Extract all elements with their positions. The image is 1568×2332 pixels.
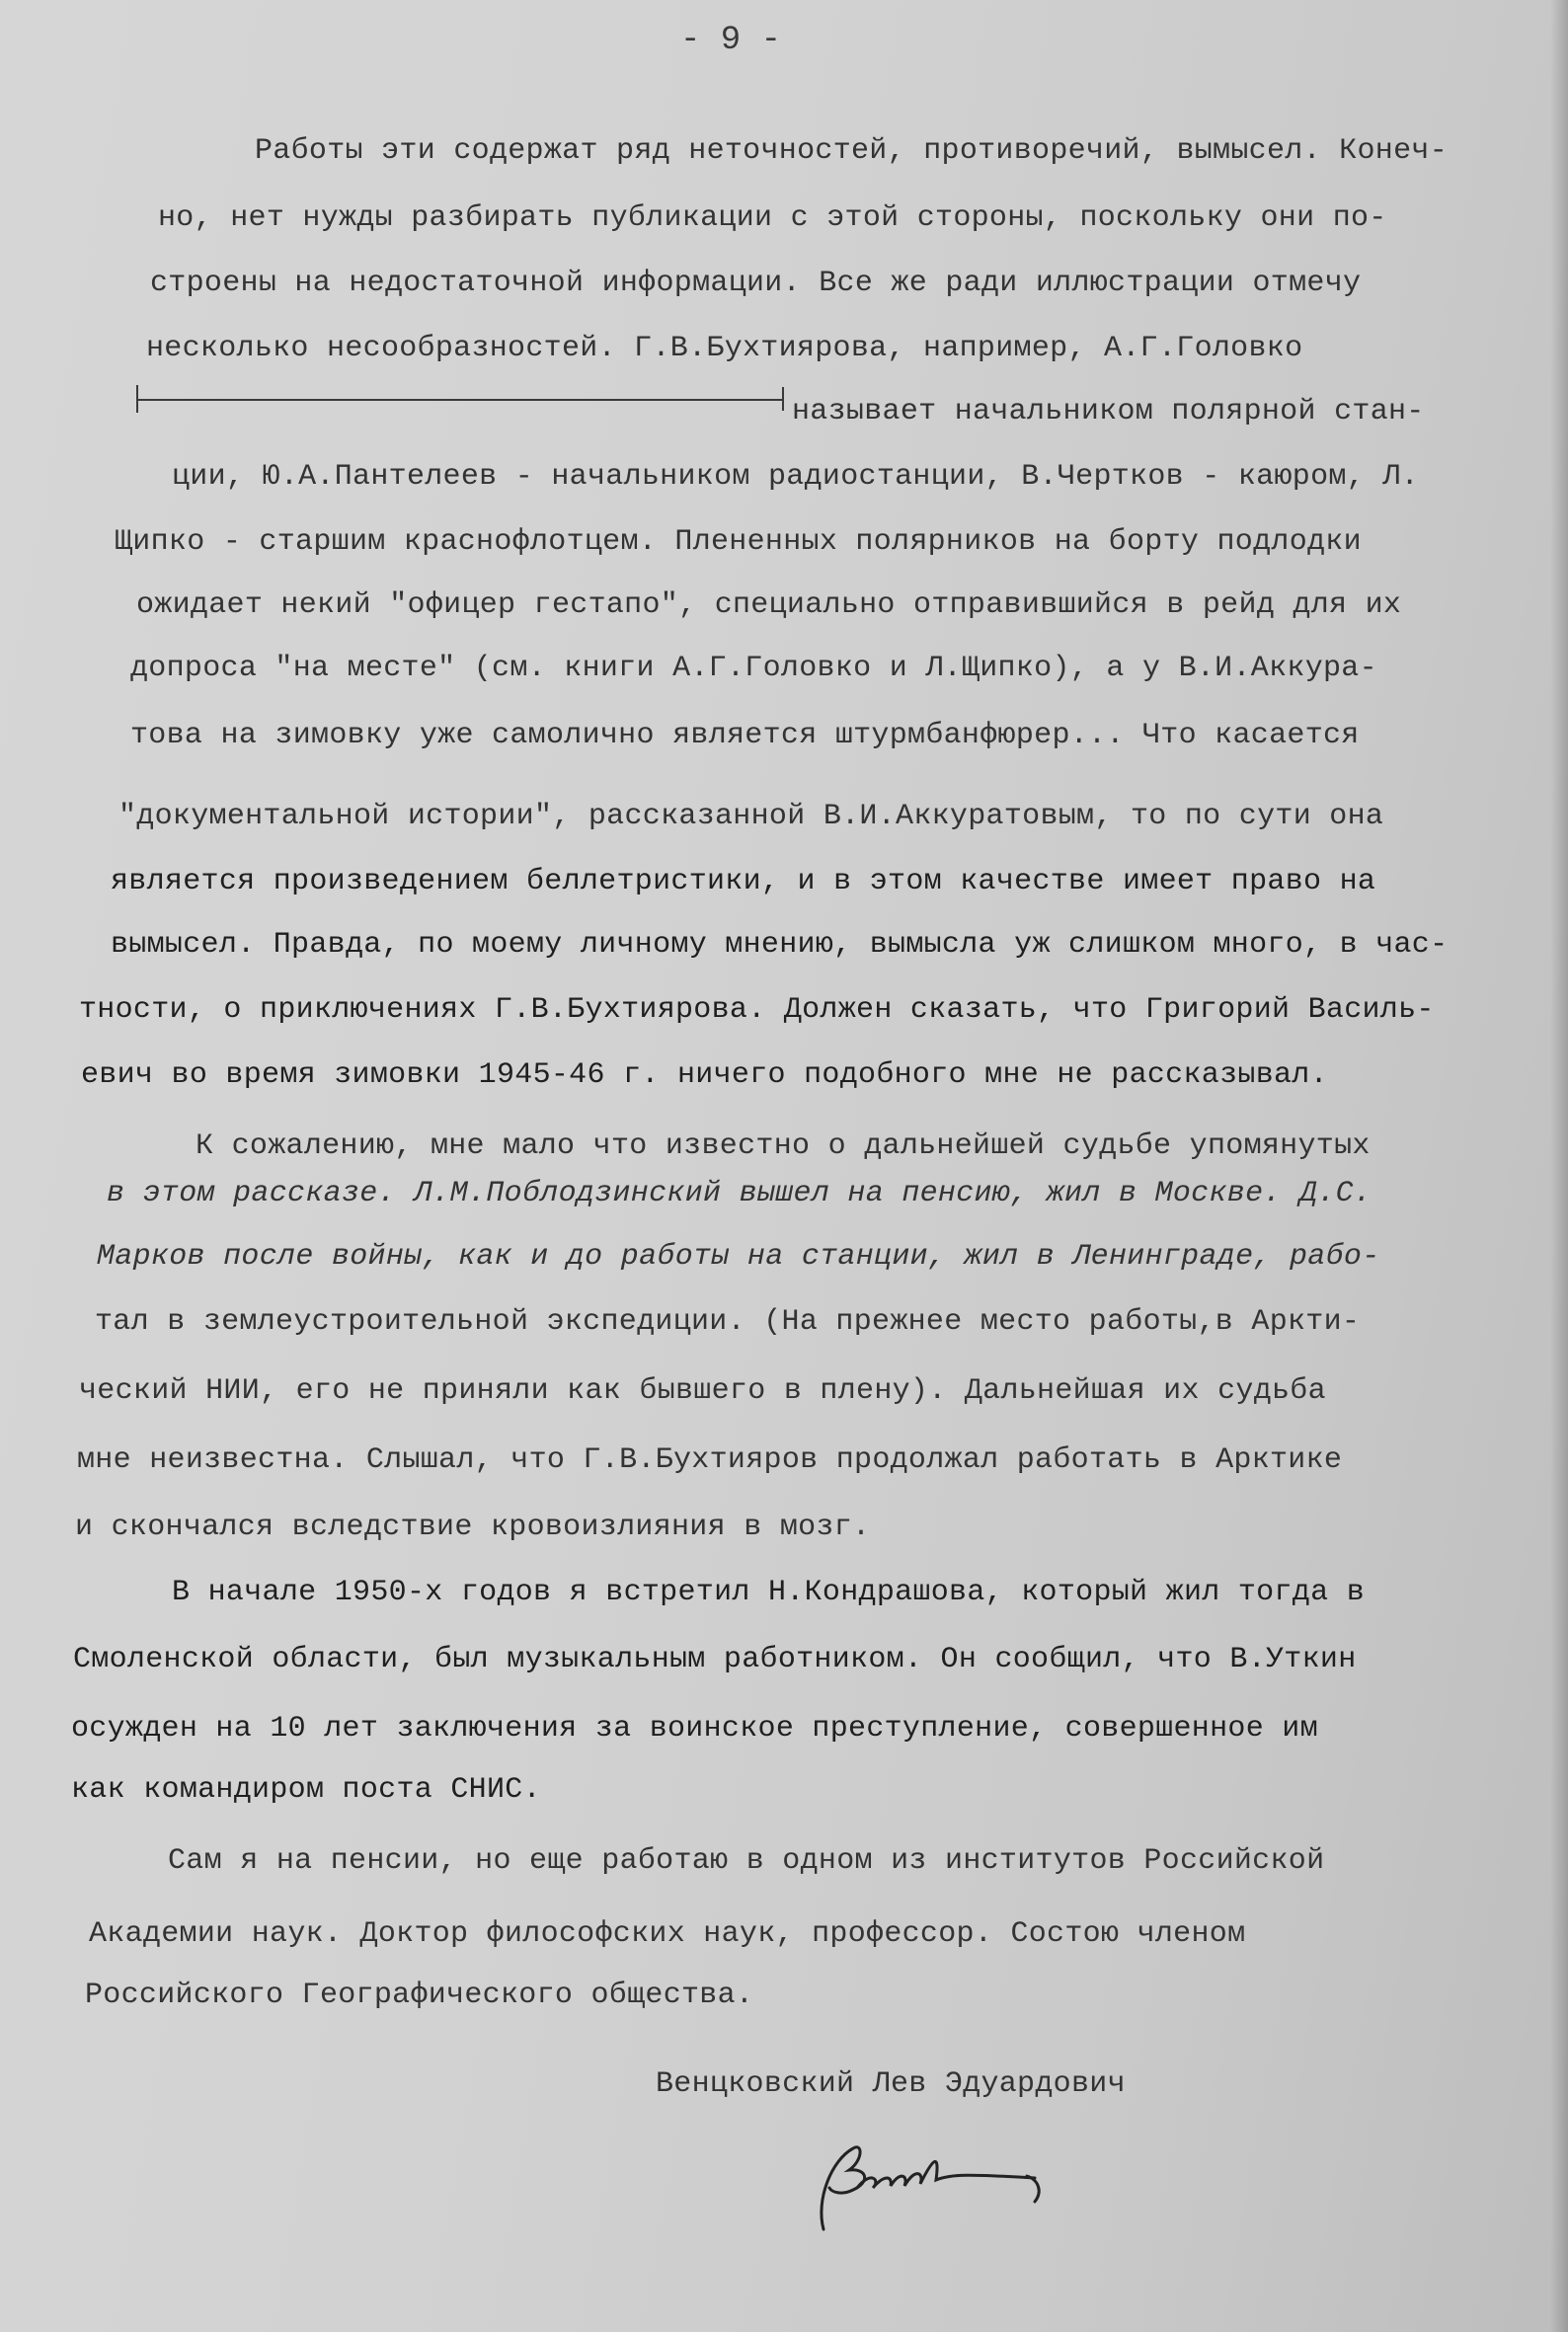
text-line: Смоленской области, был музыкальным работником. Он сообщил, что В.Уткин	[73, 1643, 1357, 1676]
text-line: Щипко - старшим краснофлотцем. Плененных полярников на борту подлодки	[115, 525, 1362, 559]
text-line: Марков после войны, как и до работы на станции, жил в Ленинграде, рабо-	[97, 1240, 1380, 1274]
handwritten-strike-line	[136, 399, 784, 401]
text-line: мне неизвестна. Слышал, что Г.В.Бухтияров продолжал работать в Арктике	[77, 1443, 1343, 1477]
text-line: Академии наук. Доктор философских наук, профессор. Состою членом	[89, 1917, 1246, 1951]
text-line: но, нет нужды разбирать публикации с этой стороны, поскольку они по-	[158, 201, 1387, 235]
text-line: допроса "на месте" (см. книги А.Г.Головко и Л.Щипко), а у В.И.Аккура-	[130, 652, 1377, 685]
text-line: К сожалению, мне мало что известно о дальнейшей судьбе упомянутых	[196, 1129, 1371, 1163]
text-line: Сам я на пенсии, но еще работаю в одном из институтов Российской	[168, 1844, 1325, 1878]
text-line: ции, Ю.А.Пантелеев - начальником радиостанции, В.Чертков - каюром, Л.	[172, 460, 1419, 494]
author-name: Венцковский Лев Эдуардович	[656, 2067, 1126, 2101]
page-number: - 9 -	[679, 22, 782, 59]
text-line: Российского Географического общества.	[85, 1979, 754, 2012]
text-line: как командиром поста СНИС.	[71, 1773, 541, 1807]
text-line: осужден на 10 лет заключения за воинское преступление, совершенное им	[71, 1712, 1318, 1746]
text-line: ожидает некий "офицер гестапо", специально отправившийся в рейд для их	[136, 588, 1402, 622]
text-line: называет начальником полярной стан-	[792, 395, 1425, 428]
text-line: "документальной истории", рассказанной В.И.Аккуратовым, то по сути она	[118, 800, 1384, 833]
text-line: строены на недостаточной информации. Все же ради иллюстрации отмечу	[150, 267, 1362, 300]
text-line: евич во время зимовки 1945-46 г. ничего подобного мне не рассказывал.	[81, 1058, 1328, 1092]
text-line: В начале 1950-х годов я встретил Н.Кондрашова, который жил тогда в	[172, 1576, 1365, 1609]
text-line: вымысел. Правда, по моему личному мнению, вымысла уж слишком много, в час-	[111, 928, 1449, 962]
text-line: Работы эти содержат ряд неточностей, противоречий, вымысел. Конеч-	[255, 134, 1448, 168]
page-shadow-edge	[1550, 0, 1568, 2332]
text-line: и скончался вследствие кровоизлияния в мозг.	[75, 1511, 871, 1544]
handwritten-signature	[802, 2131, 1058, 2239]
text-line: в этом рассказе. Л.М.Поблодзинский вышел на пенсию, жил в Москве. Д.С.	[107, 1177, 1372, 1210]
text-line: несколько несообразностей. Г.В.Бухтиярова, например, А.Г.Головко	[146, 332, 1303, 365]
text-line: является произведением беллетристики, и в этом качестве имеет право на	[111, 865, 1376, 898]
text-line: тности, о приключениях Г.В.Бухтиярова. Должен сказать, что Григорий Василь-	[79, 993, 1435, 1027]
text-line: тал в землеустроительной экспедиции. (На прежнее место работы,в Аркти-	[95, 1305, 1361, 1339]
text-line: ческий НИИ, его не приняли как бывшего в плену). Дальнейшая их судьба	[79, 1374, 1326, 1408]
text-line: това на зимовку уже самолично является штурмбанфюрер... Что касается	[130, 719, 1360, 752]
